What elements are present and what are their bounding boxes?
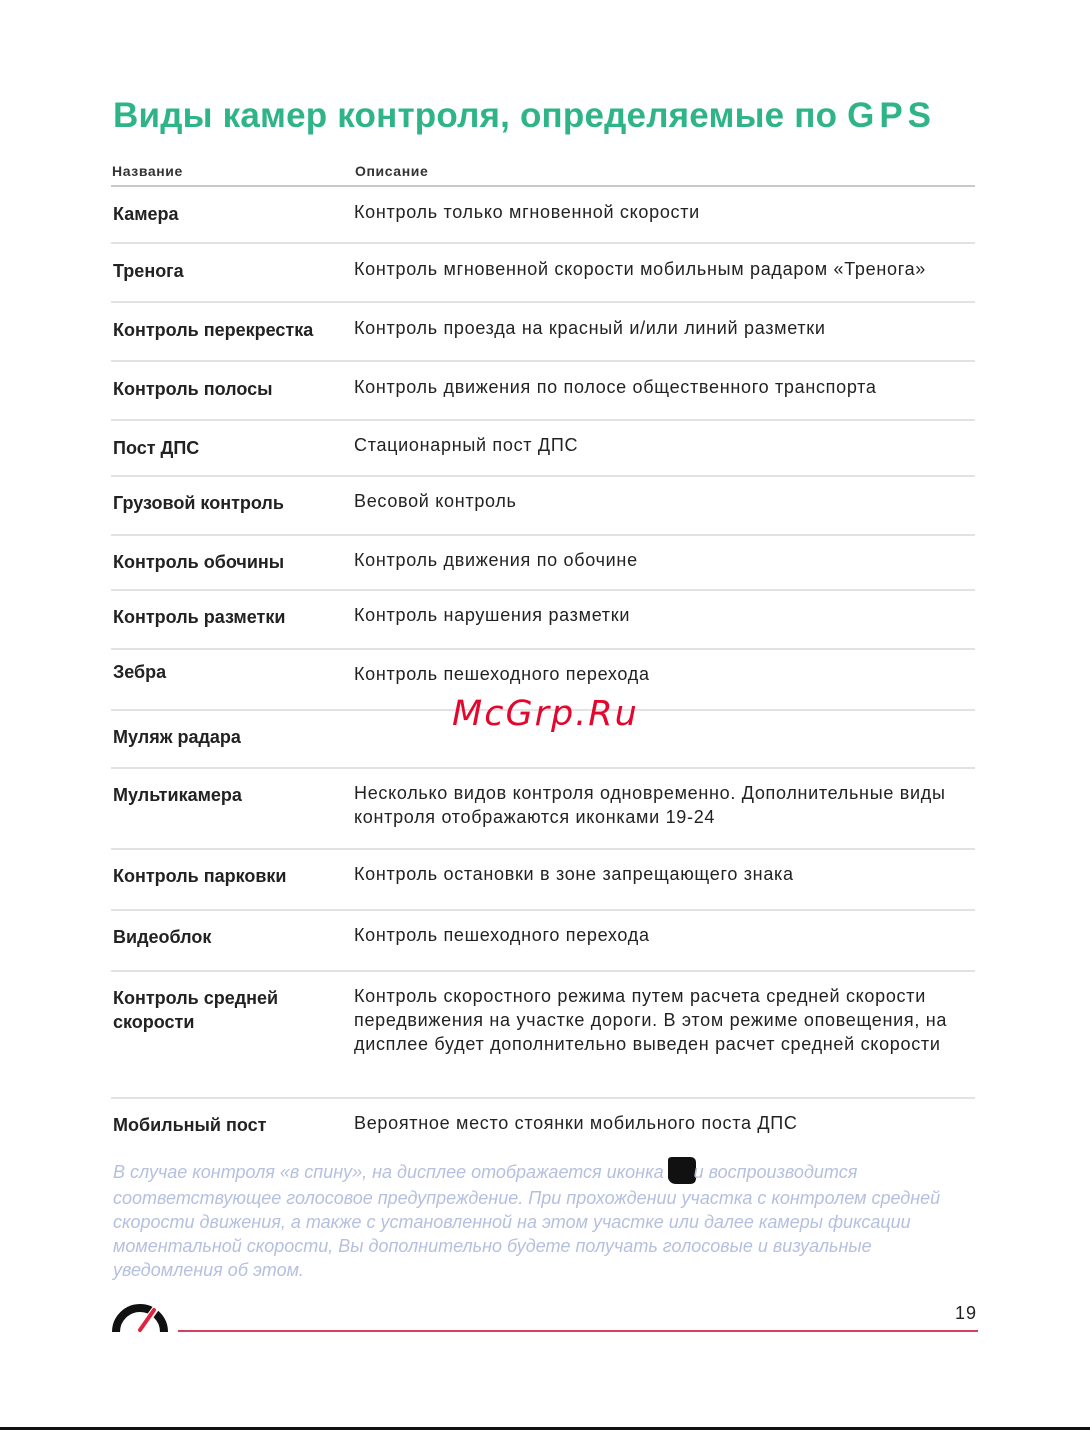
row-description: Несколько видов контроля одновременно. Дополнительные виды контроля отображаются иконками 19-24	[354, 783, 946, 827]
row-description: Контроль пешеходного перехода	[354, 925, 650, 945]
row-description: Контроль скоростного режима путем расчета средней скорости передвижения на участке дороги. В этом режиме оповещения, на дисплее будет дополнительно выведен расчет средней скорости	[354, 986, 948, 1054]
row-divider	[111, 242, 975, 244]
page-number: 19	[955, 1303, 978, 1323]
title-gps: GPS	[847, 96, 937, 135]
footer-divider	[178, 1330, 978, 1332]
row-name: Камера	[113, 204, 179, 224]
header-divider	[111, 185, 975, 187]
row-description: Контроль движения по обочине	[354, 550, 638, 570]
row-description: Стационарный пост ДПС	[354, 435, 579, 455]
footnote	[113, 1156, 983, 1282]
row-divider	[111, 301, 975, 303]
rear-camera-icon	[664, 1156, 694, 1186]
column-header-description: Описание	[355, 163, 429, 179]
row-name: Контроль перекрестка	[113, 320, 314, 340]
column-header-name: Название	[112, 163, 183, 179]
row-name: Мультикамера	[113, 785, 242, 805]
row-name: Контроль средней скорости	[113, 988, 279, 1032]
row-name: Пост ДПС	[113, 438, 200, 458]
row-description: Контроль нарушения разметки	[354, 605, 631, 625]
row-name: Тренога	[113, 261, 184, 281]
row-divider	[111, 648, 975, 650]
row-description: Контроль только мгновенной скорости	[354, 202, 700, 222]
row-name: Видеоблок	[113, 927, 212, 947]
row-name: Мобильный пост	[113, 1115, 267, 1135]
brand-logo-icon	[110, 1294, 170, 1334]
row-divider	[111, 848, 975, 850]
row-name: Контроль полосы	[113, 379, 273, 399]
note-text-end: и воспроизводится соответствующее голосовое предупреждение. При прохождении участка с контролем средней скорости движения, а также с установленной на этом участке или далее камеры фиксации моментальной скорости, Вы дополнительно будете получать голосовые и визуальные уведомления об этом.	[113, 1162, 941, 1280]
row-description: Весовой контроль	[354, 491, 517, 511]
row-divider	[111, 970, 975, 972]
note-text-start: В случае контроля «в спину», на дисплее отображается иконка	[113, 1162, 664, 1182]
title-main: Виды камер контроля, определяемые по	[113, 96, 838, 135]
row-divider	[111, 419, 975, 421]
row-divider	[111, 909, 975, 911]
row-name: Грузовой контроль	[113, 493, 284, 513]
row-divider	[111, 475, 975, 477]
row-divider	[111, 767, 975, 769]
row-description: Контроль движения по полосе общественного транспорта	[354, 377, 877, 397]
page-title	[113, 96, 936, 136]
row-divider	[111, 534, 975, 536]
row-description: Контроль проезда на красный и/или линий разметки	[354, 318, 826, 338]
row-name: Зебра	[113, 662, 167, 682]
row-name: Контроль парковки	[113, 866, 287, 886]
row-divider	[111, 1097, 975, 1099]
row-description: Вероятное место стоянки мобильного поста ДПС	[354, 1113, 798, 1133]
row-name: Контроль разметки	[113, 607, 286, 627]
watermark: McGrp.Ru	[452, 694, 639, 734]
row-name: Контроль обочины	[113, 552, 285, 572]
row-description: Контроль остановки в зоне запрещающего знака	[354, 864, 794, 884]
row-description: Контроль мгновенной скорости мобильным радаром «Тренога»	[354, 259, 926, 279]
row-description: Контроль пешеходного перехода	[354, 664, 650, 684]
row-name: Муляж радара	[113, 727, 241, 747]
row-divider	[111, 589, 975, 591]
row-divider	[111, 360, 975, 362]
